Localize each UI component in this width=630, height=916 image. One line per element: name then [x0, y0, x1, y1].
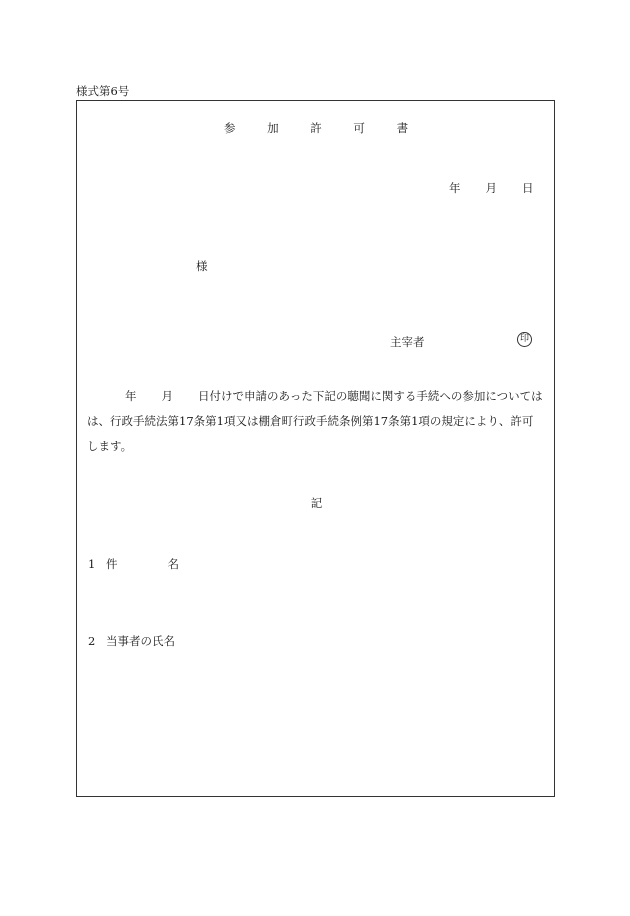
date-year-label: 年 [449, 181, 461, 195]
item-label-part: 名 [167, 557, 179, 571]
body-line-2: は、行政手続法第17条第1項又は棚倉町行政手続条例第17条第1項の規定により、許可 [87, 414, 534, 428]
body-line-1-text: 日付けで申請のあった下記の聴聞に関する手続への参加については [198, 389, 543, 403]
document-frame [76, 100, 555, 797]
item-number: 1 [88, 557, 96, 571]
item-party-names [88, 633, 175, 649]
seal-mark: 印 [517, 332, 532, 347]
date-day-label: 日 [522, 181, 534, 195]
date-line [449, 180, 534, 196]
ki-heading: 記 [310, 496, 323, 510]
title-char: 書 [396, 121, 410, 135]
title-char: 可 [353, 121, 366, 135]
body-paragraph [87, 384, 547, 459]
title-char: 許 [310, 121, 323, 135]
item-label-part: 件 [106, 557, 118, 571]
organizer-label: 主宰者 [390, 335, 425, 349]
item-case-name [88, 556, 179, 572]
body-year-label: 年 [125, 389, 137, 403]
title-char: 参 [223, 121, 237, 135]
form-number: 様式第6号 [76, 84, 130, 98]
item-label: 当事者の氏名 [106, 634, 175, 648]
date-month-label: 月 [485, 181, 497, 195]
body-line-3: します。 [87, 439, 133, 453]
item-number: 2 [88, 634, 96, 648]
title-char: 加 [267, 121, 280, 135]
body-month-label: 月 [161, 389, 173, 403]
addressee-honorific: 様 [196, 259, 208, 273]
body-line-1 [87, 384, 547, 409]
document-title [77, 120, 556, 136]
